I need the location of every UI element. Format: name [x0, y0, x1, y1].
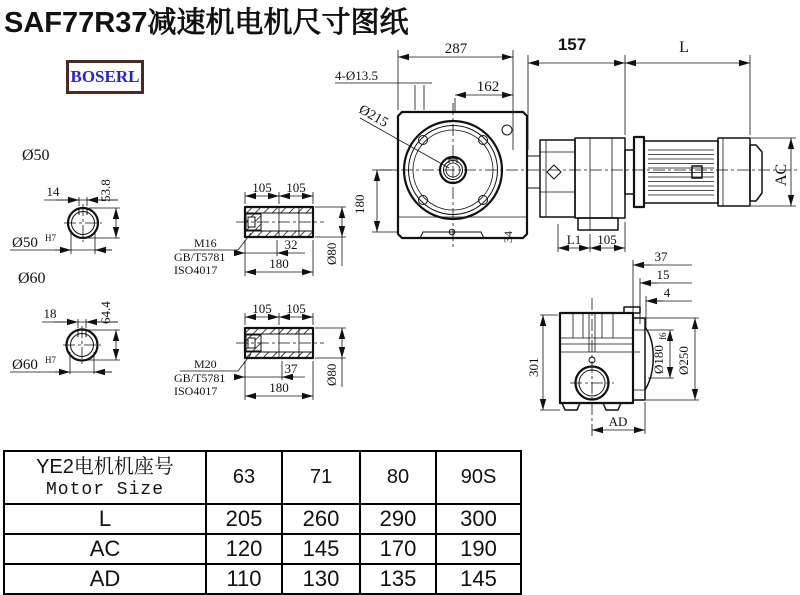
- hollow-shaft-m20: [174, 301, 346, 400]
- shaft50-height-dim: 53.8: [98, 179, 113, 202]
- table-cell: 145: [436, 564, 521, 594]
- shaft50-key-dim: 14: [46, 184, 60, 199]
- dim-162: 162: [476, 79, 500, 95]
- dim-37: 37: [654, 249, 668, 264]
- table-row-AD: [4, 564, 521, 594]
- table-cell: 120: [206, 534, 282, 564]
- front-view: [335, 35, 798, 252]
- table-header-row: [4, 451, 521, 504]
- dim-AD: AD: [608, 414, 628, 429]
- dim-spigot-tol: f6: [658, 332, 668, 340]
- shaft60-dia-label: Ø60: [18, 270, 46, 287]
- hollow-shaft-m16: [174, 180, 346, 277]
- row-label-L: L: [4, 504, 206, 534]
- m20-dia-dim: Ø80: [324, 363, 339, 386]
- shaft50-bore-tol: H7: [45, 233, 56, 243]
- m20-len1-dim: 105: [252, 301, 272, 316]
- dim-34: 34: [501, 231, 515, 243]
- shaft-section-60: [10, 270, 120, 374]
- table-cell: 205: [206, 504, 282, 534]
- page-title: SAF77R37减速机电机尺寸图纸: [4, 7, 409, 39]
- dim-spigot-dia: Ø180: [651, 345, 666, 374]
- m16-thread-label: M16: [194, 236, 217, 250]
- m16-total-dim: 180: [269, 256, 289, 271]
- shaft50-bore-label: Ø50: [12, 235, 38, 251]
- m16-len1-dim: 105: [252, 180, 272, 195]
- table-cell: 170: [360, 534, 436, 564]
- table-header-cell: [4, 451, 206, 504]
- shaft60-bore-label: Ø60: [12, 357, 38, 373]
- dim-301: 301: [526, 357, 541, 377]
- row-label-AD: AD: [4, 564, 206, 594]
- m16-dia-dim: Ø80: [324, 242, 339, 265]
- m16-depth-dim: 32: [284, 237, 298, 252]
- m20-len2-dim: 105: [286, 301, 306, 316]
- dim-4: 4: [663, 285, 671, 300]
- motor-size-63: 63: [206, 451, 282, 504]
- m16-std-label: GB/T5781: [174, 250, 226, 264]
- table-cell: 135: [360, 564, 436, 594]
- dim-287: 287: [444, 41, 468, 57]
- dim-180: 180: [352, 194, 367, 214]
- m20-thread-label: M20: [194, 357, 217, 371]
- flange-bolt-circle-label: Ø215: [356, 102, 391, 131]
- shaft60-key-dim: 18: [43, 306, 57, 321]
- dim-flange-dia: Ø250: [676, 346, 691, 375]
- m20-total-dim: 180: [269, 380, 289, 395]
- shaft60-height-dim: 64.4: [98, 301, 113, 324]
- dim-105: 105: [597, 232, 617, 247]
- m20-std-label: GB/T5781: [174, 371, 226, 385]
- shaft60-bore-tol: H7: [45, 355, 56, 365]
- row-label-AC: AC: [4, 534, 206, 564]
- m16-len2-dim: 105: [286, 180, 306, 195]
- motor-size-90S: 90S: [436, 451, 521, 504]
- table-cell: 145: [282, 534, 360, 564]
- bolt-holes-note: 4-Ø13.5: [335, 68, 378, 83]
- table-cell: 190: [436, 534, 521, 564]
- dim-15: 15: [656, 267, 670, 282]
- table-cell: 290: [360, 504, 436, 534]
- dim-L1: L1: [566, 232, 582, 247]
- m16-iso-label: ISO4017: [174, 263, 218, 277]
- m20-depth-dim: 37: [284, 361, 298, 376]
- shaft-section-50: [10, 147, 120, 254]
- brand-logo-text: BOSERL: [70, 67, 140, 86]
- side-view: [526, 249, 699, 438]
- table-row-AC: [4, 534, 521, 564]
- motor-size-table: [3, 450, 522, 595]
- table-cell: 300: [436, 504, 521, 534]
- motor-size-80: 80: [360, 451, 436, 504]
- table-header-cn: YE2电机机座号: [36, 455, 174, 478]
- table-cell: 130: [282, 564, 360, 594]
- table-cell: 260: [282, 504, 360, 534]
- dim-L: L: [679, 39, 689, 56]
- m20-iso-label: ISO4017: [174, 384, 218, 398]
- dim-157: 157: [557, 35, 587, 54]
- table-header-en: Motor Size: [45, 479, 165, 500]
- table-row-L: [4, 504, 521, 534]
- dim-AC: AC: [773, 163, 790, 186]
- motor-size-71: 71: [282, 451, 360, 504]
- shaft50-dia-label: Ø50: [22, 147, 50, 164]
- table-cell: 110: [206, 564, 282, 594]
